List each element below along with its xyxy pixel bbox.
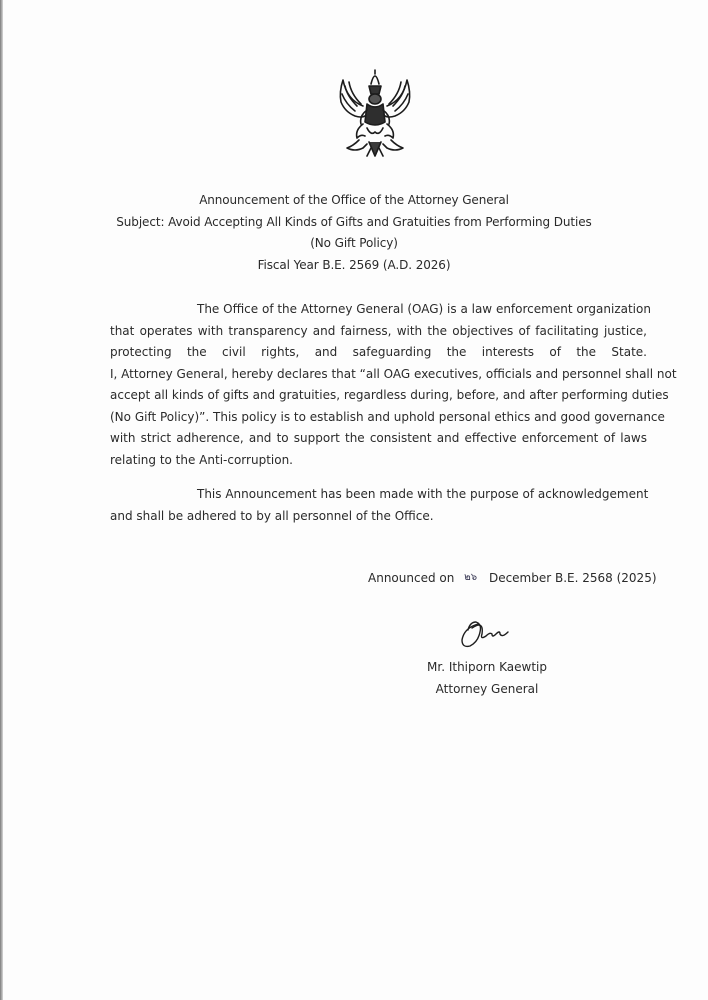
garuda-emblem-icon bbox=[333, 66, 417, 162]
announced-on-label: Announced on bbox=[368, 571, 455, 585]
announcement-header bbox=[0, 190, 708, 276]
paragraph-line: This Announcement has been made with the purpose of acknowledgement bbox=[197, 487, 649, 501]
announcement-title: Announcement of the Office of the Attorney General bbox=[199, 193, 509, 207]
policy-name: (No Gift Policy) bbox=[310, 236, 398, 250]
paragraph-line: with strict adherence, and to support the consistent and effective enforcement of laws bbox=[110, 431, 647, 445]
body-paragraph-2 bbox=[110, 484, 647, 527]
paragraph-line: and shall be adhered to by all personnel of the Office. bbox=[110, 508, 434, 523]
paragraph-line: (No Gift Policy)”. This policy is to establish and uphold personal ethics and good governance bbox=[110, 409, 665, 424]
signer-block bbox=[420, 656, 554, 700]
paragraph-line: I, Attorney General, hereby declares that “all OAG executives, officials and personnel shall not bbox=[110, 366, 677, 381]
announcement-date bbox=[368, 568, 657, 590]
handwritten-signature-icon bbox=[458, 616, 518, 652]
announced-month-year: December B.E. 2568 (2025) bbox=[488, 571, 657, 585]
paragraph-line: accept all kinds of gifts and gratuities, regardless during, before, and after performing duties bbox=[110, 388, 669, 402]
announcement-subject: Subject: Avoid Accepting All Kinds of Gifts and Gratuities from Performing Duties bbox=[116, 214, 592, 229]
paragraph-line: The Office of the Attorney General (OAG) is a law enforcement organization bbox=[197, 302, 651, 316]
handwritten-day: ๒๖ bbox=[464, 572, 478, 583]
body-paragraph-1 bbox=[110, 299, 677, 471]
signer-position: Attorney General bbox=[435, 682, 539, 696]
paragraph-line: protecting the civil rights, and safeguarding the interests of the State. bbox=[110, 345, 647, 359]
paragraph-line: relating to the Anti-corruption. bbox=[110, 452, 293, 467]
signer-name: Mr. Ithiporn Kaewtip bbox=[427, 660, 547, 674]
scan-page-edge bbox=[0, 0, 3, 1000]
paragraph-line: that operates with transparency and fairness, with the objectives of facilitating justice, bbox=[110, 323, 647, 338]
fiscal-year: Fiscal Year B.E. 2569 (A.D. 2026) bbox=[257, 257, 451, 272]
